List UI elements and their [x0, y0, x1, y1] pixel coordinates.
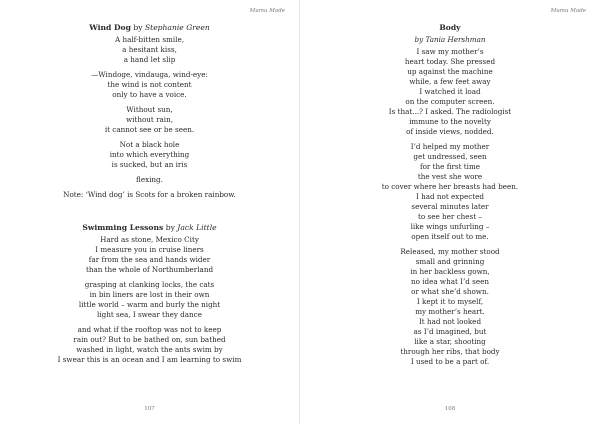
poem-line: I used to be a part of.	[410, 357, 490, 366]
poem-title-text: Swimming Lessons	[82, 223, 164, 232]
poem-line: get undressed, seen	[413, 152, 487, 161]
stanza	[0, 105, 299, 135]
poem-line: I had not expected	[416, 192, 484, 201]
stanza	[0, 325, 299, 365]
poem-note: Note: ‘Wind dog’ is Scots for a broken rainbow.	[63, 190, 236, 199]
poem-line: I measure you in cruise liners	[95, 245, 204, 254]
running-head-left: Mumu Made	[249, 8, 285, 14]
poem-line: A half-bitten smile,	[114, 35, 184, 44]
poem-line: I kept it to myself,	[416, 297, 484, 306]
poem-line: —Windoge, vindauga, wind-eye:	[91, 70, 208, 79]
poem-line: Not a black hole	[119, 140, 180, 149]
poem-line: than the whole of Northumberland	[85, 265, 214, 274]
poem-line: in bin liners are lost in their own	[89, 290, 210, 299]
poem-line: It had not looked	[418, 317, 482, 326]
poem-line: no idea what I’d seen	[410, 277, 490, 286]
poem-line: and what if the rooftop was not to keep	[77, 325, 222, 334]
by-word: by	[165, 223, 175, 232]
poem-line: immune to the novelty	[409, 117, 491, 126]
poem-line: into which everything	[109, 150, 190, 159]
stanza	[0, 35, 299, 65]
right-page	[300, 0, 600, 424]
poem-line: in her backless gown,	[410, 267, 490, 276]
poem-title-swimming-lessons	[0, 222, 299, 233]
poem-line: Without sun,	[126, 105, 173, 114]
page-number-right: 108	[444, 406, 456, 412]
poem-line: I swear this is an ocean and I am learning to swim	[57, 355, 242, 364]
page-number-left: 107	[144, 406, 155, 412]
poem-line: only to have a voice.	[112, 90, 187, 99]
poem-line: several minutes later	[411, 202, 489, 211]
poem-line: to cover where her breasts had been.	[381, 182, 519, 191]
stanza	[0, 280, 299, 320]
poem-line: Hard as stone, Mexico City	[100, 235, 199, 244]
poem-line: without rain,	[125, 115, 174, 124]
poem-line: of inside views, nodded.	[406, 127, 494, 136]
poem-line: for the first time	[419, 162, 481, 171]
poem-line: small and grinning	[415, 257, 485, 266]
poem-line: while, a few feet away	[409, 77, 491, 86]
poem-line: the wind is not content	[107, 80, 192, 89]
poem-line: a hesitant kiss,	[122, 45, 177, 54]
poem-line: washed in light, watch the ants swim by	[76, 345, 223, 354]
poem-line: through her ribs, that body	[400, 347, 500, 356]
poem-line: flexing.	[136, 175, 163, 184]
right-page-content	[300, 22, 600, 372]
poem-line: my mother’s heart.	[415, 307, 485, 316]
poem-line: it cannot see or be seen.	[104, 125, 195, 134]
poem-line: or what she’d shown.	[411, 287, 489, 296]
left-page-content	[0, 22, 299, 370]
running-head-right: Mumu Made	[550, 8, 586, 14]
poem-line: far from the sea and hands wider	[88, 255, 211, 264]
poem-line: a hand let slip	[123, 55, 176, 64]
poem-title-body	[300, 22, 600, 33]
poem-author-line: by Tania Hershman	[414, 35, 486, 44]
poem-line: I watched it load	[419, 87, 481, 96]
by-word: by	[133, 23, 143, 32]
poem-line: rain out? But to be bathed on, sun bathed	[73, 335, 226, 344]
stanza	[300, 247, 600, 367]
stanza	[0, 70, 299, 100]
stanza	[300, 142, 600, 242]
stanza	[0, 140, 299, 170]
poem-line: like wings unfurling –	[410, 222, 490, 231]
poem-line: heart today. She pressed	[404, 57, 496, 66]
poem-line: the vest she wore	[417, 172, 483, 181]
stanza	[0, 175, 299, 185]
poem-line: as I’d imagined, but	[413, 327, 487, 336]
poem-line: I saw my mother’s	[416, 47, 484, 56]
poem-line: open itself out to me.	[411, 232, 489, 241]
poem-line: Released, my mother stood	[400, 247, 500, 256]
poem-spacer	[0, 200, 299, 222]
poem-title-wind-dog	[0, 22, 299, 33]
poem-title-text: Body	[439, 23, 461, 32]
poem-line: grasping at clanking locks, the cats	[84, 280, 215, 289]
poem-title-text: Wind Dog	[89, 23, 131, 32]
poem-line: little world – warm and burly the night	[78, 300, 221, 309]
poem-line: up against the machine	[407, 67, 493, 76]
stanza	[0, 235, 299, 275]
poem-line: on the computer screen.	[405, 97, 495, 106]
poem-line: is sucked, but an iris	[111, 160, 188, 169]
stanza	[300, 47, 600, 137]
poem-line: to see her chest –	[418, 212, 482, 221]
poem-line: like a star, shooting	[414, 337, 486, 346]
poem-line: Is that...? I asked. The radiologist	[388, 107, 512, 116]
poem-line: light sea, I swear they dance	[97, 310, 202, 319]
poem-author: Jack Little	[177, 223, 217, 232]
poem-author: Stephanie Green	[144, 23, 210, 32]
poem-line: I’d helped my mother	[410, 142, 490, 151]
